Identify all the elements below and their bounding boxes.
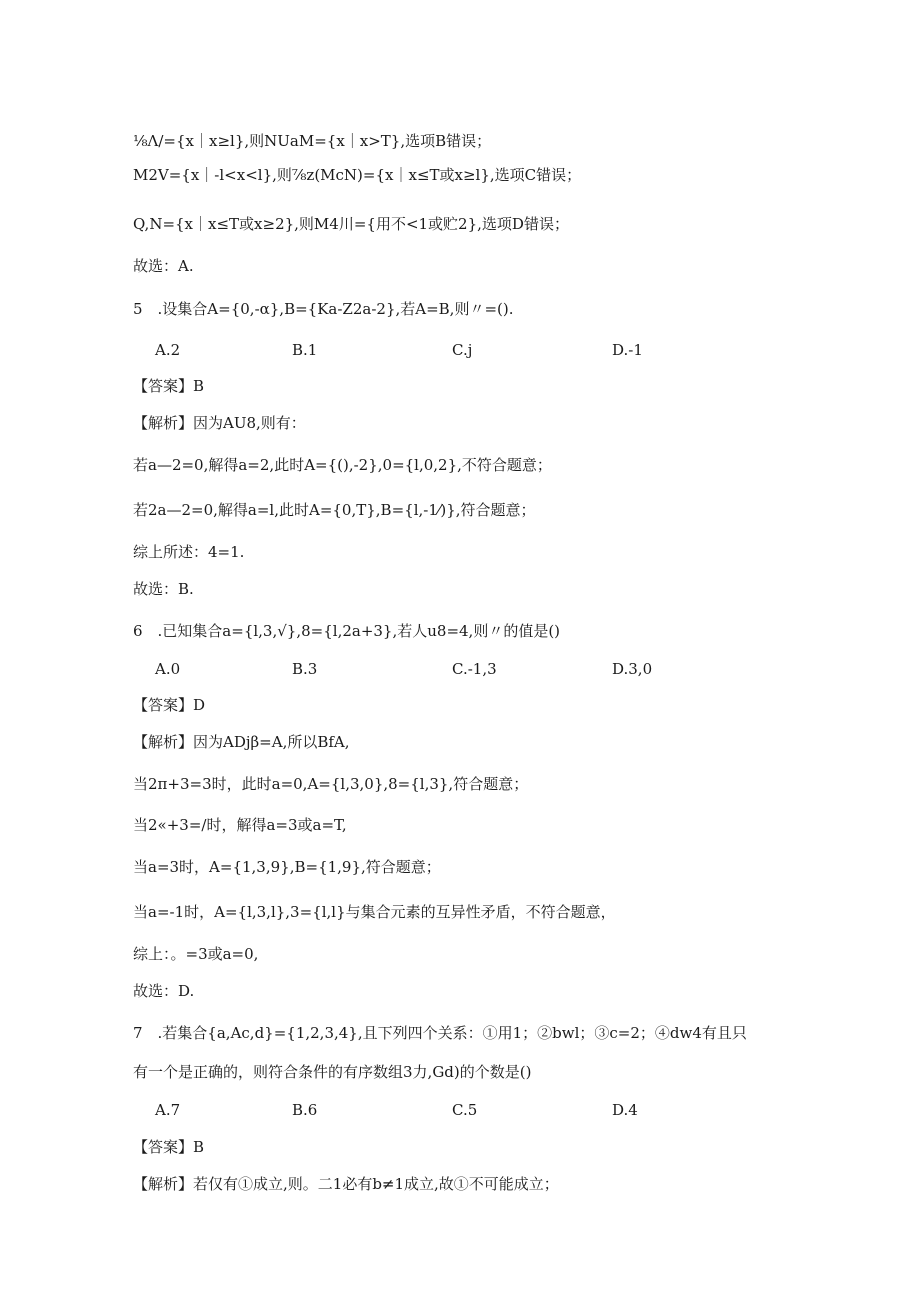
q6-option-c: C.-1,3 [452, 660, 497, 678]
q5-option-d: D.-1 [612, 341, 643, 359]
answer-line: 【答案】D [133, 696, 206, 714]
text-line: M2V={x｜-l<x<l},则⅞z(McN)={x｜x≤T或x≥l},选项C错误； [133, 166, 582, 184]
analysis-line: 【解析】因为AU8,则有： [133, 414, 306, 432]
text-line: 故选：A. [133, 257, 194, 275]
text-line: 当a=-1时，A={l,3,l},3={l,l}与集合元素的互异性矛盾，不符合题意， [133, 903, 616, 921]
text-line: 故选：B. [133, 580, 194, 598]
answer-line: 【答案】B [133, 377, 205, 395]
q7-option-a: A.7 [155, 1101, 181, 1119]
text-line: ⅛Λ/={x｜x≥l},则NUaM={x｜x>T},选项B错误； [133, 132, 492, 150]
text-line: 当2π+3=3时，此时a=0,A={l,3,0},8={l,3},符合题意； [133, 775, 529, 793]
text-line: 当2«+3=/时，解得a=3或a=T, [133, 816, 347, 834]
q7-option-d: D.4 [612, 1101, 638, 1119]
text-line: 故选：D. [133, 982, 195, 1000]
text-line: 若a—2=0,解得a=2,此时A={(),-2},0={l,0,2},不符合题意； [133, 456, 552, 474]
answer-line: 【答案】B [133, 1138, 205, 1156]
text-line: 当a=3时，A={1,3,9},B={1,9},符合题意； [133, 858, 441, 876]
question-6-stem: 6 .已知集合a={l,3,√},8={l,2a+3},若人u8=4,则〃的值是() [133, 622, 561, 640]
q6-option-d: D.3,0 [612, 660, 653, 678]
question-5-stem: 5 .设集合A={0,-α},B={Ka-Z2a-2},若A=B,则〃=(). [133, 300, 514, 318]
text-line: 综上：。=3或a=0, [133, 945, 259, 963]
q6-option-b: B.3 [292, 660, 318, 678]
q6-option-a: A.0 [155, 660, 181, 678]
text-line: 综上所述：4=1. [133, 543, 245, 561]
q7-option-c: C.5 [452, 1101, 478, 1119]
analysis-line: 【解析】因为ADjβ=A,所以BfA, [133, 733, 350, 751]
text-line: Q,N={x｜x≤T或x≥2},则M4川={用不<1或贮2},选项D错误； [133, 215, 569, 233]
q5-option-a: A.2 [155, 341, 181, 359]
q5-option-c: C.j [452, 341, 473, 359]
q5-option-b: B.1 [292, 341, 318, 359]
q7-option-b: B.6 [292, 1101, 318, 1119]
text-line: 若2a—2=0,解得a=l,此时A={0,T},B={l,-1⁄)},符合题意； [133, 501, 536, 519]
analysis-line: 【解析】若仅有①成立,则。二1必有b≠1成立,故①不可能成立； [133, 1175, 559, 1193]
question-7-stem-cont: 有一个是正确的，则符合条件的有序数组3力,Gd)的个数是() [133, 1063, 532, 1081]
question-7-stem: 7 .若集合{a,Ac,d}={1,2,3,4},且下列四个关系：①用1；②bwl；③c=2；④dw4有且只 [133, 1024, 747, 1042]
